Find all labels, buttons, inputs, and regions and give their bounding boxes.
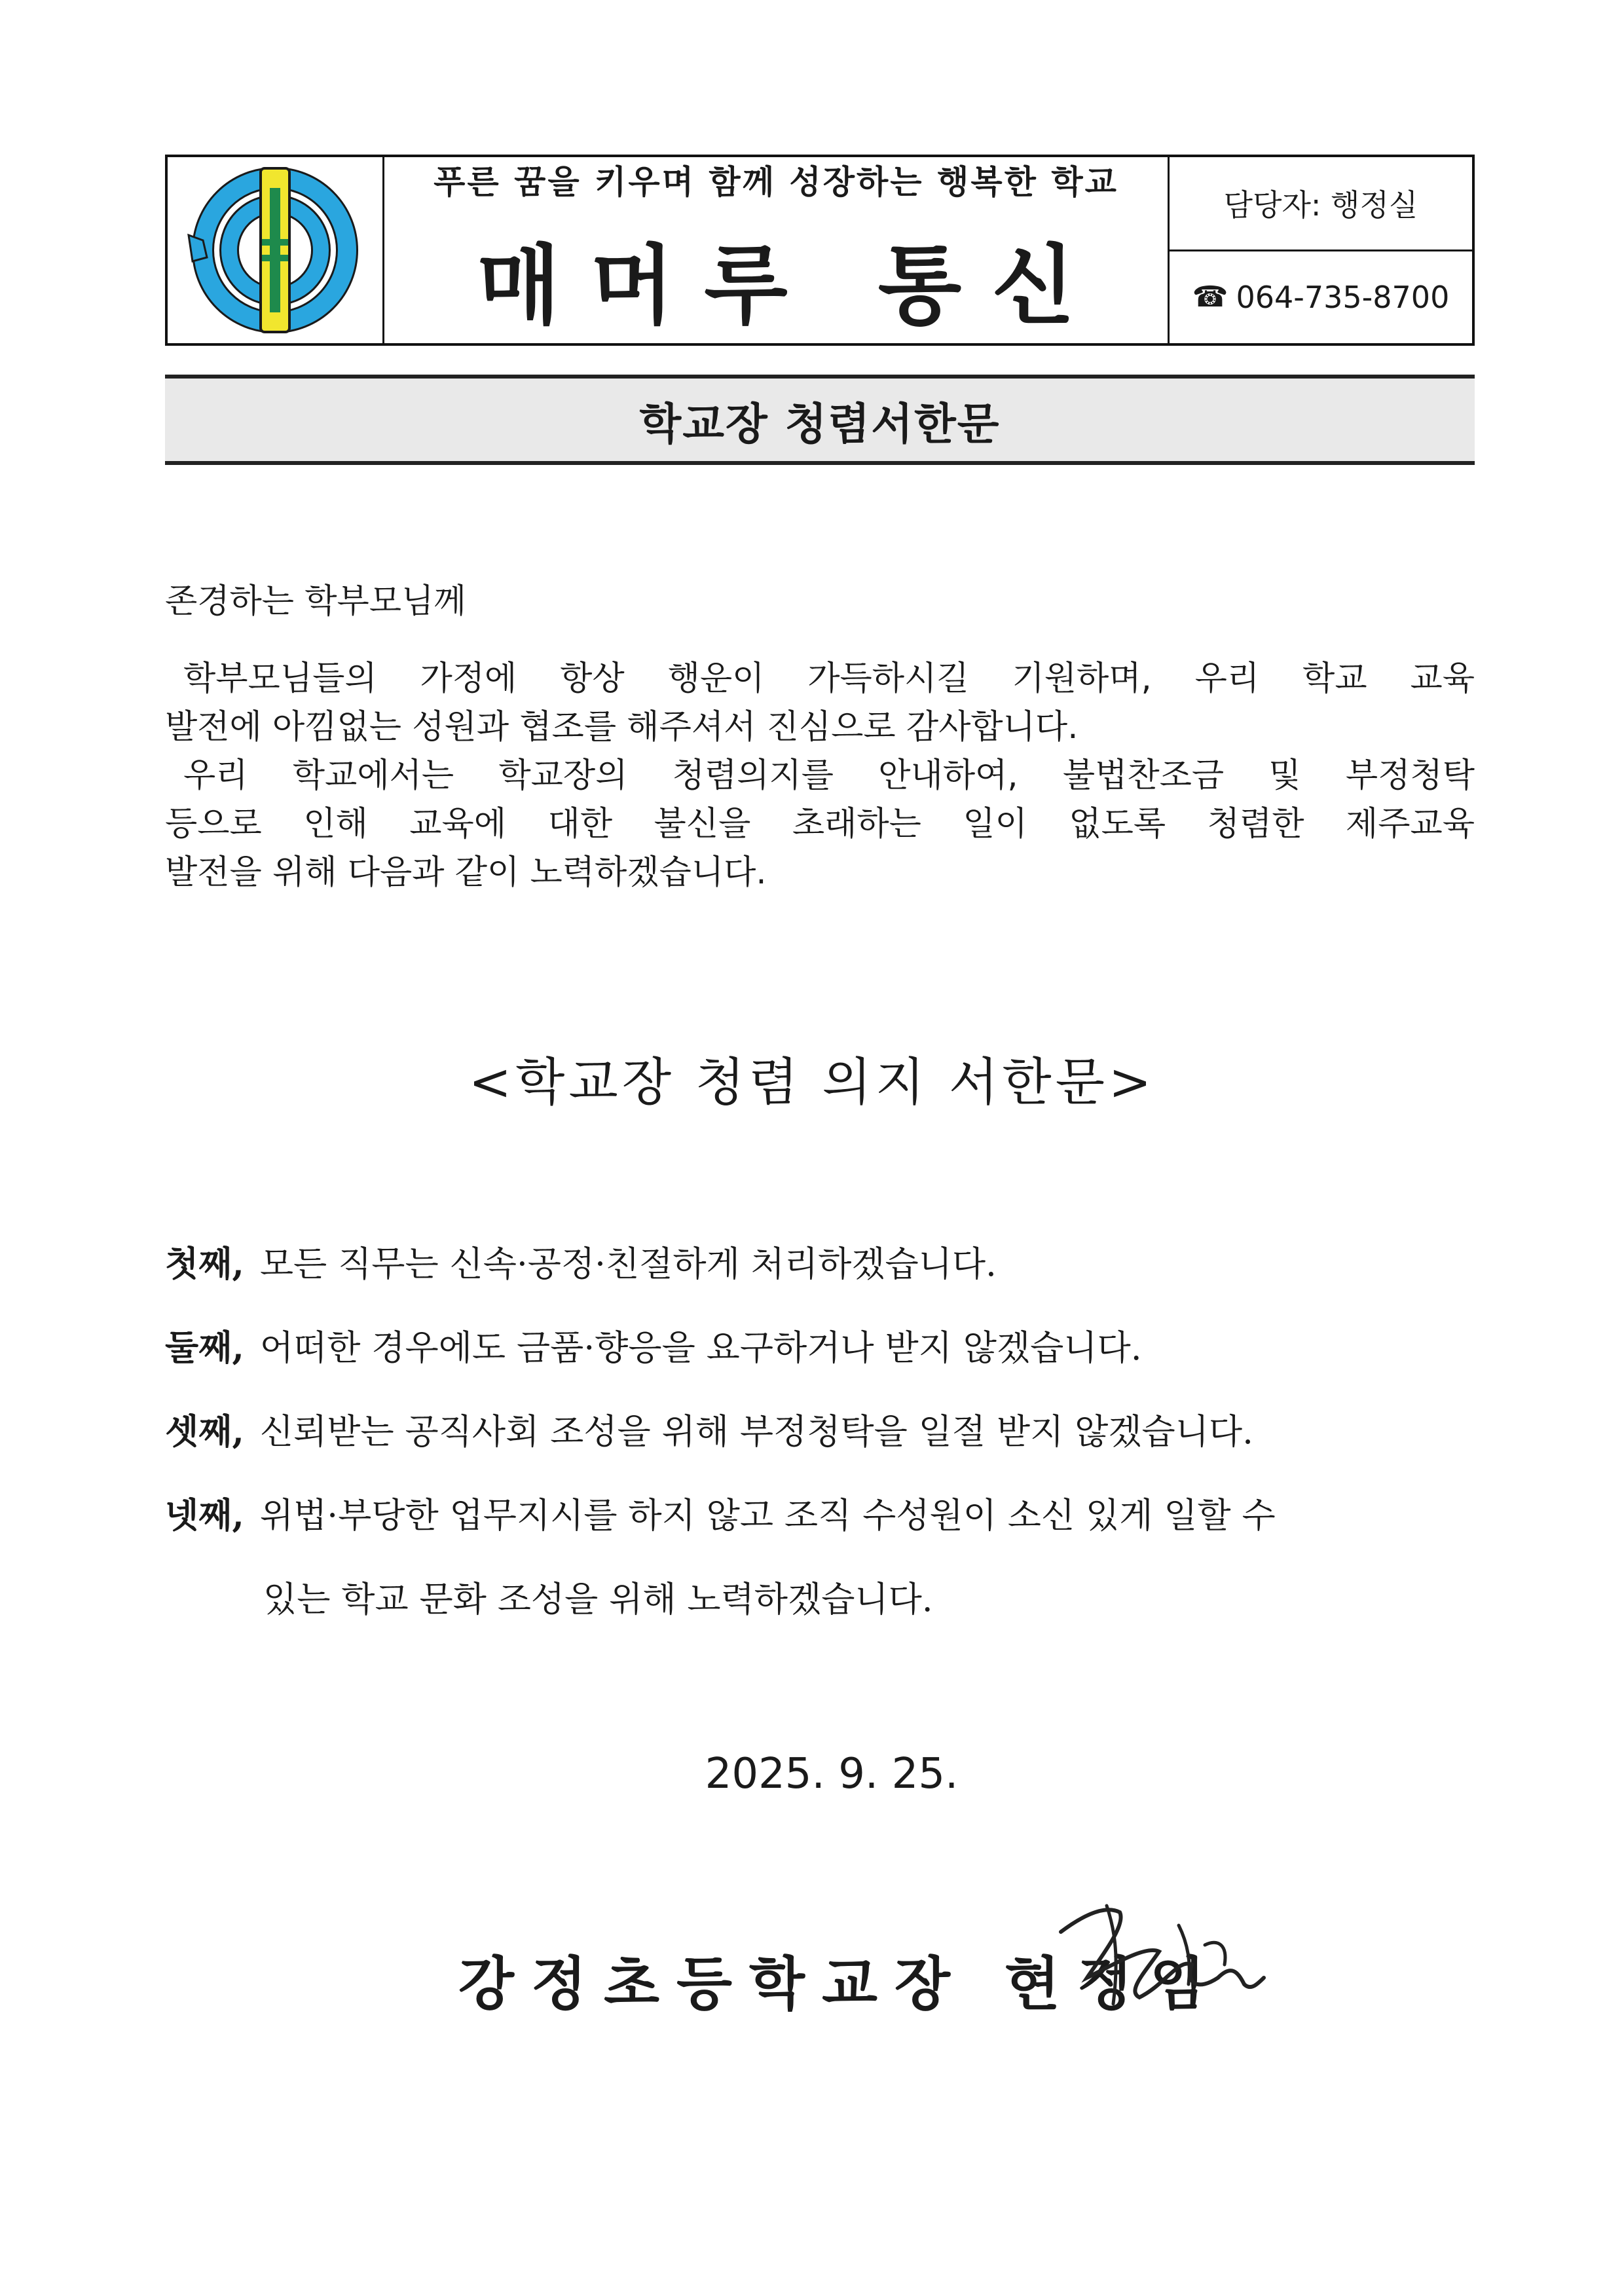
pledge-item [165,1471,1475,1555]
newsletter-header [165,155,1475,346]
paragraph-2-line-1: 우리 학교에서는 학교장의 청렴의지를 안내하여, 불법찬조금 및 부정청탁 [183,756,1475,795]
pledge-continuation: 있는 학교 문화 조성을 위해 노력하겠습니다. [263,1580,933,1620]
pledge-text: 위법·부당한 업무지시를 하지 않고 조직 수성원이 소신 있게 일할 수 [259,1496,1276,1536]
document-title: 학교장 청렴서한문 [639,398,1001,449]
contact-phone [1170,250,1472,344]
pledge-item [165,1303,1475,1387]
document-title-bar [165,375,1475,465]
pledge-item [165,1387,1475,1471]
phone-number: 064-735-8700 [1236,279,1450,315]
newsletter-name: 매머루 통신 [477,236,1105,337]
pledge-text: 어떠한 경우에도 금품·향응을 요구하거나 받지 않겠습니다. [259,1328,1142,1368]
pledge-list [165,1219,1475,1639]
contact-person: 담당자: 행정실 [1223,187,1418,223]
pledge-label: 첫째, [165,1244,244,1284]
contact-cell [1170,157,1472,343]
pledge-heading: <학교장 청렴 의지 서한문> [468,1053,1156,1112]
paragraph-1-line-2: 발전에 아낌없는 성원과 협조를 해주셔서 진심으로 감사합니다. [165,708,1079,747]
handwritten-signature-icon [1048,1886,1270,2024]
paragraph-1-line-1: 학부모님들의 가정에 항상 행운이 가득하시길 기원하며, 우리 학교 교육 [183,659,1475,698]
phone-icon: ☎ [1192,280,1228,314]
pledge-item [165,1219,1475,1303]
principal-signature-line: 강정초등학교장 현정임 [458,1950,1223,2018]
paragraph-2-line-2: 등으로 인해 교육에 대한 불신을 초래하는 일이 없도록 청렴한 제주교육 [165,805,1475,843]
pledge-label: 둘째, [165,1327,244,1368]
paragraph-2-line-3: 발전을 위해 다음과 같이 노력하겠습니다. [165,853,767,892]
letter-body [165,655,1475,897]
pledge-text: 신뢰받는 공직사회 조성을 위해 부정청탁을 일절 받지 않겠습니다. [259,1412,1253,1452]
school-slogan: 푸른 꿈을 키우며 함께 성장하는 행복한 학교 [434,163,1118,201]
salutation: 존경하는 학부모님께 [165,582,466,621]
pledge-label: 넷째, [165,1495,244,1536]
pledge-label: 셋째, [165,1411,244,1452]
school-emblem-icon [177,162,373,339]
header-title-cell [384,157,1170,343]
pledge-text: 모든 직무는 신속·공정·친절하게 처리하겠습니다. [259,1244,997,1284]
letter-date: 2025. 9. 25. [705,1750,959,1798]
logo-cell [168,157,384,343]
